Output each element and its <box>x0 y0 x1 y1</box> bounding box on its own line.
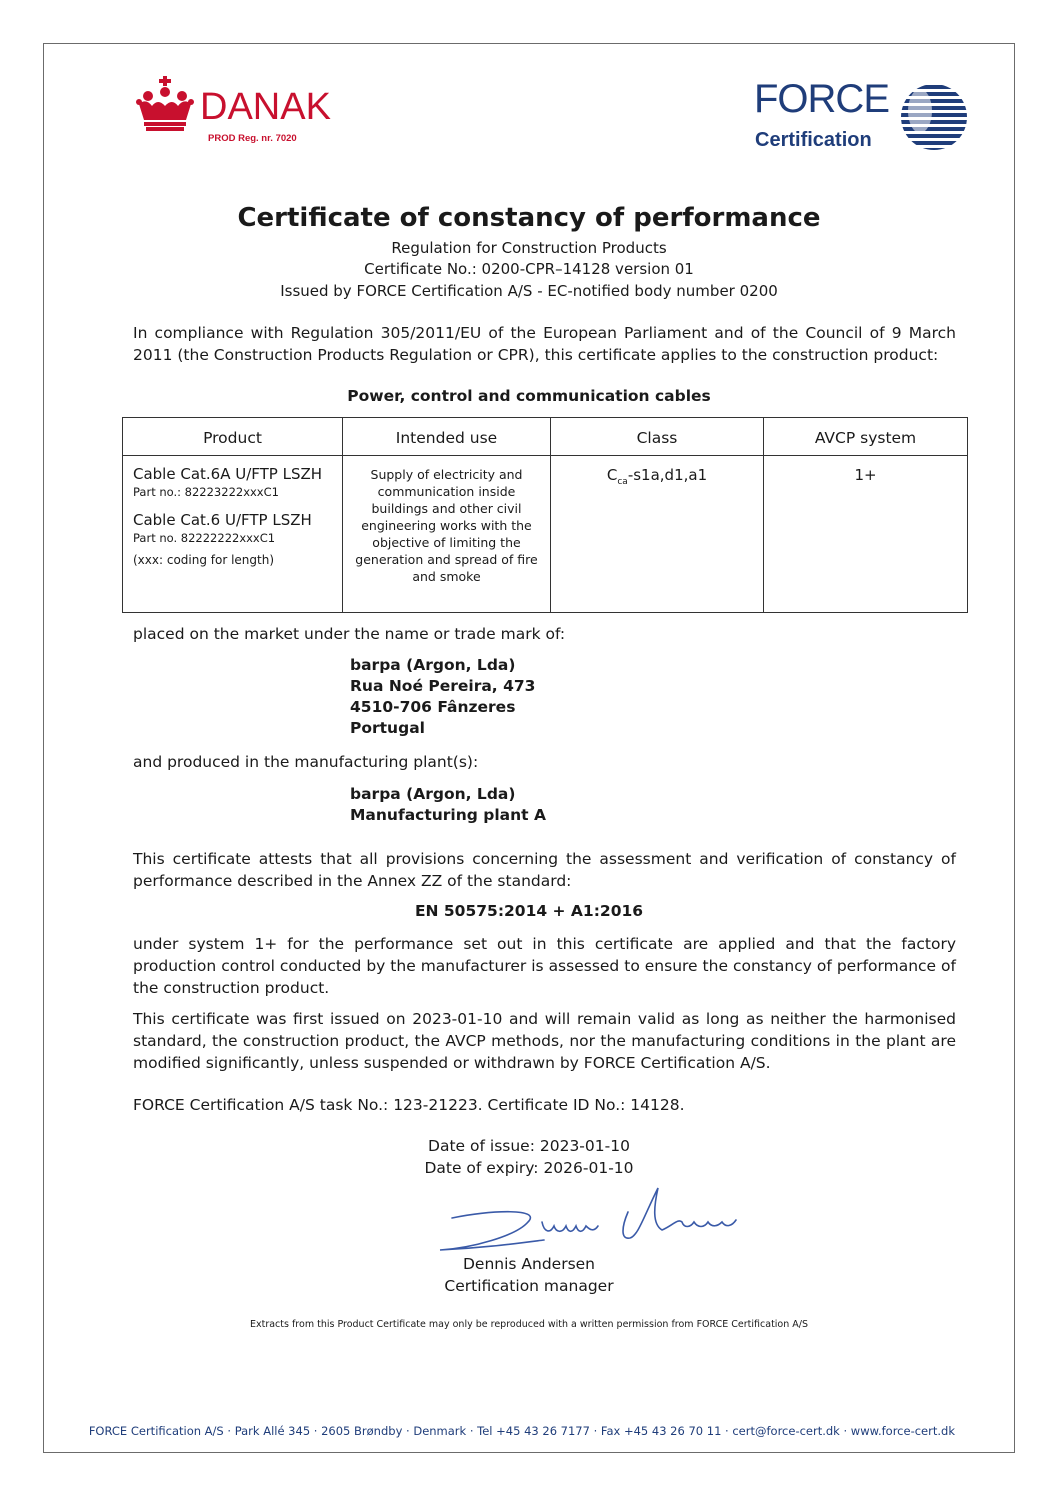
product-name: Cable Cat.6A U/FTP LSZH <box>133 465 323 483</box>
class-subscript: ca <box>617 477 628 487</box>
force-wordmark: FORCE <box>754 77 889 121</box>
intended-use-cell: Supply of electricity and communication inside buildings and other civil engineering works with the objective of limiting the generation and spread of fire and smoke <box>343 456 551 613</box>
validity-paragraph: This certificate was first issued on 2023-01-10 and will remain valid as long as neither the harmonised standard, the construction product, the AVCP methods, nor the manufacturing conditions in the plant are modified significantly, unless suspended or withdrawn by FORCE Certification A/S. <box>133 1010 956 1072</box>
avcp-cell: 1+ <box>764 456 968 613</box>
product-cell <box>123 456 343 613</box>
plant-address <box>350 784 546 826</box>
danak-logo <box>136 74 356 154</box>
task-line: FORCE Certification A/S task No.: 123-21223. Certificate ID No.: 14128. <box>133 1096 685 1114</box>
issuer-line: Issued by FORCE Certification A/S - EC-notified body number 0200 <box>280 282 778 300</box>
table-row <box>123 456 968 613</box>
crown-icon <box>136 76 194 132</box>
class-rest: -s1a,d1,a1 <box>627 466 708 484</box>
reproduction-footnote: Extracts from this Product Certificate may only be reproduced with a written permission from FORCE Certification A/S <box>249 1319 809 1330</box>
standard-reference: EN 50575:2014 + A1:2016 <box>414 902 644 920</box>
product-name: Cable Cat.6 U/FTP LSZH <box>133 511 312 529</box>
header-product: Product <box>123 418 343 456</box>
danak-registration: PROD Reg. nr. 7020 <box>208 133 297 144</box>
class-cell <box>551 456 764 613</box>
trademark-line: Rua Noé Pereira, 473 <box>350 677 536 695</box>
force-subtitle: Certification <box>755 129 872 151</box>
class-main: C <box>606 466 618 484</box>
certificate-number: Certificate No.: 0200-CPR–14128 version 01 <box>364 260 694 278</box>
product-part-number: Part no.: 82223222xxxC1 <box>133 485 279 499</box>
regulation-line: Regulation for Construction Products <box>391 239 667 257</box>
date-of-issue: Date of issue: 2023-01-10 <box>428 1137 630 1155</box>
table-header-row <box>123 418 968 456</box>
plant-line: barpa (Argon, Lda) <box>350 785 516 803</box>
signature <box>432 1182 752 1254</box>
placed-text: placed on the market under the name or trade mark of: <box>133 625 566 643</box>
product-part-number: Part no. 82222222xxxC1 <box>133 531 276 545</box>
system-paragraph: under system 1+ for the performance set out in this certificate are applied and that the factory production control conducted by the manufacturer is assessed to ensure the constancy of performance of the construction product. <box>133 935 956 997</box>
attest-paragraph: This certificate attests that all provisions concerning the assessment and verification of constancy of performance described in the Annex ZZ of the standard: <box>133 850 956 890</box>
header-intended-use: Intended use <box>343 418 551 456</box>
header-class: Class <box>551 418 764 456</box>
product-table <box>122 417 968 613</box>
contact-footer: FORCE Certification A/S · Park Allé 345 · 2605 Brøndby · Denmark · Tel +45 43 26 7177 · Fax +45 43 26 70 11 · cert@force-cert.dk · www.force-cert.dk <box>88 1424 955 1438</box>
product-heading: Power, control and communication cables <box>347 387 711 405</box>
date-of-expiry: Date of expiry: 2026-01-10 <box>424 1159 634 1177</box>
trademark-address <box>350 655 535 739</box>
produced-text: and produced in the manufacturing plant(s): <box>133 753 479 771</box>
length-coding-note: (xxx: coding for length) <box>133 553 275 567</box>
page-title: Certificate of constancy of performance <box>237 203 821 233</box>
trademark-line: 4510-706 Fânzeres <box>350 698 516 716</box>
signer-name: Dennis Andersen <box>462 1255 596 1273</box>
trademark-line: Portugal <box>350 719 425 737</box>
force-logo <box>754 77 974 160</box>
signer-title: Certification manager <box>444 1277 614 1295</box>
danak-wordmark: DANAK <box>200 86 331 128</box>
header-avcp: AVCP system <box>764 418 968 456</box>
plant-line: Manufacturing plant A <box>350 806 546 824</box>
trademark-line: barpa (Argon, Lda) <box>350 656 516 674</box>
globe-icon <box>900 83 968 151</box>
intro-paragraph: In compliance with Regulation 305/2011/EU of the European Parliament and of the Council of 9 March 2011 (the Construction Products Regulation or CPR), this certificate applies to the construction product: <box>133 324 956 364</box>
